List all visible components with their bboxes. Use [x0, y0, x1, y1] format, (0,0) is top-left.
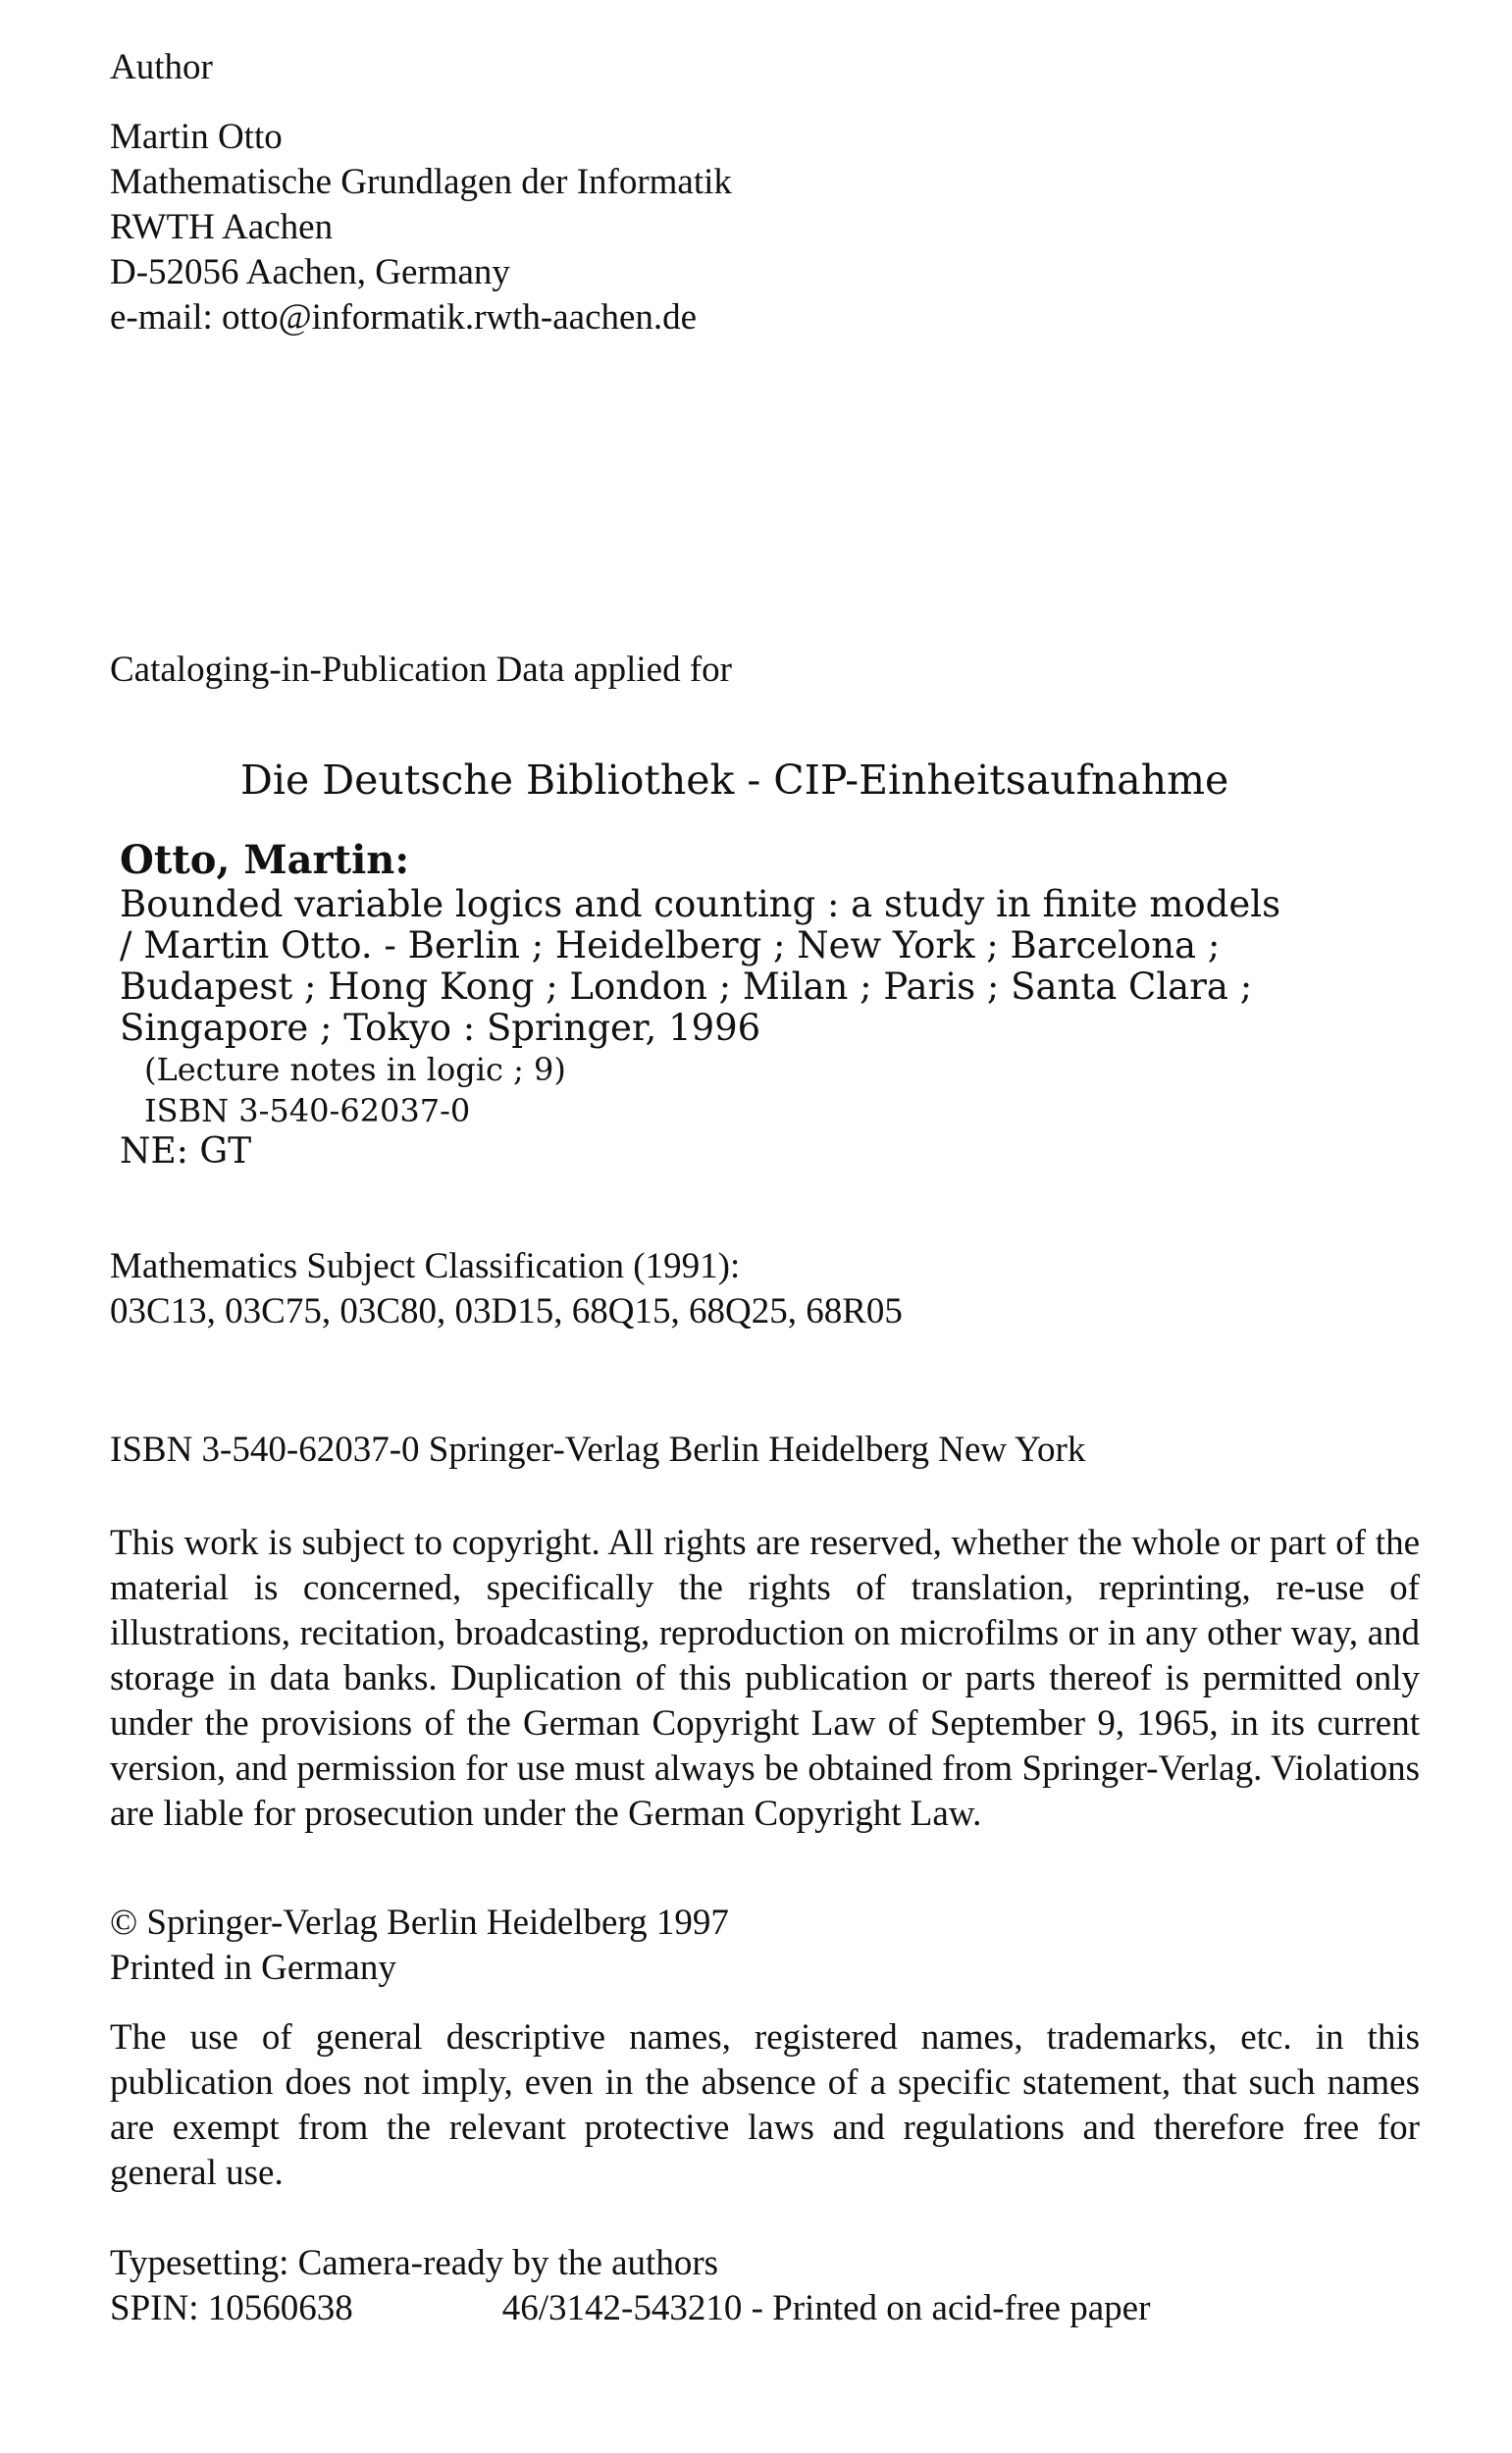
author-address: D-52056 Aachen, Germany — [110, 252, 510, 292]
cip-ne: NE: GT — [120, 1131, 252, 1172]
cip-line: Budapest ; Hong Kong ; London ; Milan ; Paris ; Santa Clara ; — [120, 966, 1253, 1008]
cip-line: Bounded variable logics and counting : a study in finite models — [120, 883, 1281, 925]
isbn-line: ISBN 3-540-62037-0 Springer-Verlag Berlin Heidelberg New York — [110, 1430, 1086, 1470]
author-email: e-mail: otto@informatik.rwth-aachen.de — [110, 297, 698, 338]
spin-row — [110, 2286, 1425, 2331]
cataloging-note-block — [110, 648, 1425, 693]
copyright-notice-block — [110, 1521, 1420, 1837]
cip-author: Otto, Martin: — [120, 837, 410, 883]
typesetting-line: Typesetting: Camera-ready by the authors — [110, 2243, 719, 2283]
cip-header: Die Deutsche Bibliothek - CIP-Einheitsaufnahme — [240, 757, 1229, 804]
author-block — [110, 45, 1425, 340]
production-block — [110, 2241, 1425, 2331]
trademark-notice: The use of general descriptive names, registered names, trademarks, etc. in this publication does not imply, even in the absence of a specific statement, that such names are exempt from the relevant protective laws and regulations and therefore free for general use. — [110, 2017, 1420, 2193]
copyright-line: © Springer-Verlag Berlin Heidelberg 1997 — [110, 1903, 729, 1943]
spin-code: 46/3142-543210 - Printed on acid-free paper — [501, 2288, 1151, 2328]
cip-line: / Martin Otto. - Berlin ; Heidelberg ; New York ; Barcelona ; — [120, 924, 1221, 966]
copyright-notice: This work is subject to copyright. All rights are reserved, whether the whole or part of the material is concerned, specifically the rights of translation, reprinting, re-use of illustrations, recitation, broadcasting, reproduction on microfilms or in any other way, and storage in data banks. Duplication of this publication or parts thereof is permitted only under the provisions of the German Copyright Law of September 9, 1965, in its current version, and permission for use must always be obtained from Springer-Verlag. Violations are liable for prosecution under the German Copyright Law. — [110, 1523, 1420, 1834]
cataloging-note: Cataloging-in-Publication Data applied for — [110, 650, 732, 690]
printed-in: Printed in Germany — [110, 1948, 396, 1988]
cip-entry — [120, 884, 1395, 1173]
cip-line: Singapore ; Tokyo : Springer, 1996 — [120, 1007, 761, 1049]
msc-block — [110, 1244, 1425, 1334]
author-department: Mathematische Grundlagen der Informatik — [110, 162, 732, 202]
spin-label: SPIN: 10560638 — [110, 2288, 353, 2328]
author-name: Martin Otto — [110, 117, 283, 157]
msc-codes: 03C13, 03C75, 03C80, 03D15, 68Q15, 68Q25, 68R05 — [110, 1291, 903, 1331]
cip-isbn: ISBN 3-540-62037-0 — [144, 1092, 471, 1129]
trademark-notice-block — [110, 2015, 1420, 2196]
msc-heading: Mathematics Subject Classification (1991): — [110, 1246, 741, 1286]
author-label: Author — [110, 47, 213, 87]
isbn-block — [110, 1428, 1425, 1473]
author-university: RWTH Aachen — [110, 207, 334, 247]
copyright-block — [110, 1901, 1425, 1991]
cip-series: (Lecture notes in logic ; 9) — [144, 1051, 566, 1088]
